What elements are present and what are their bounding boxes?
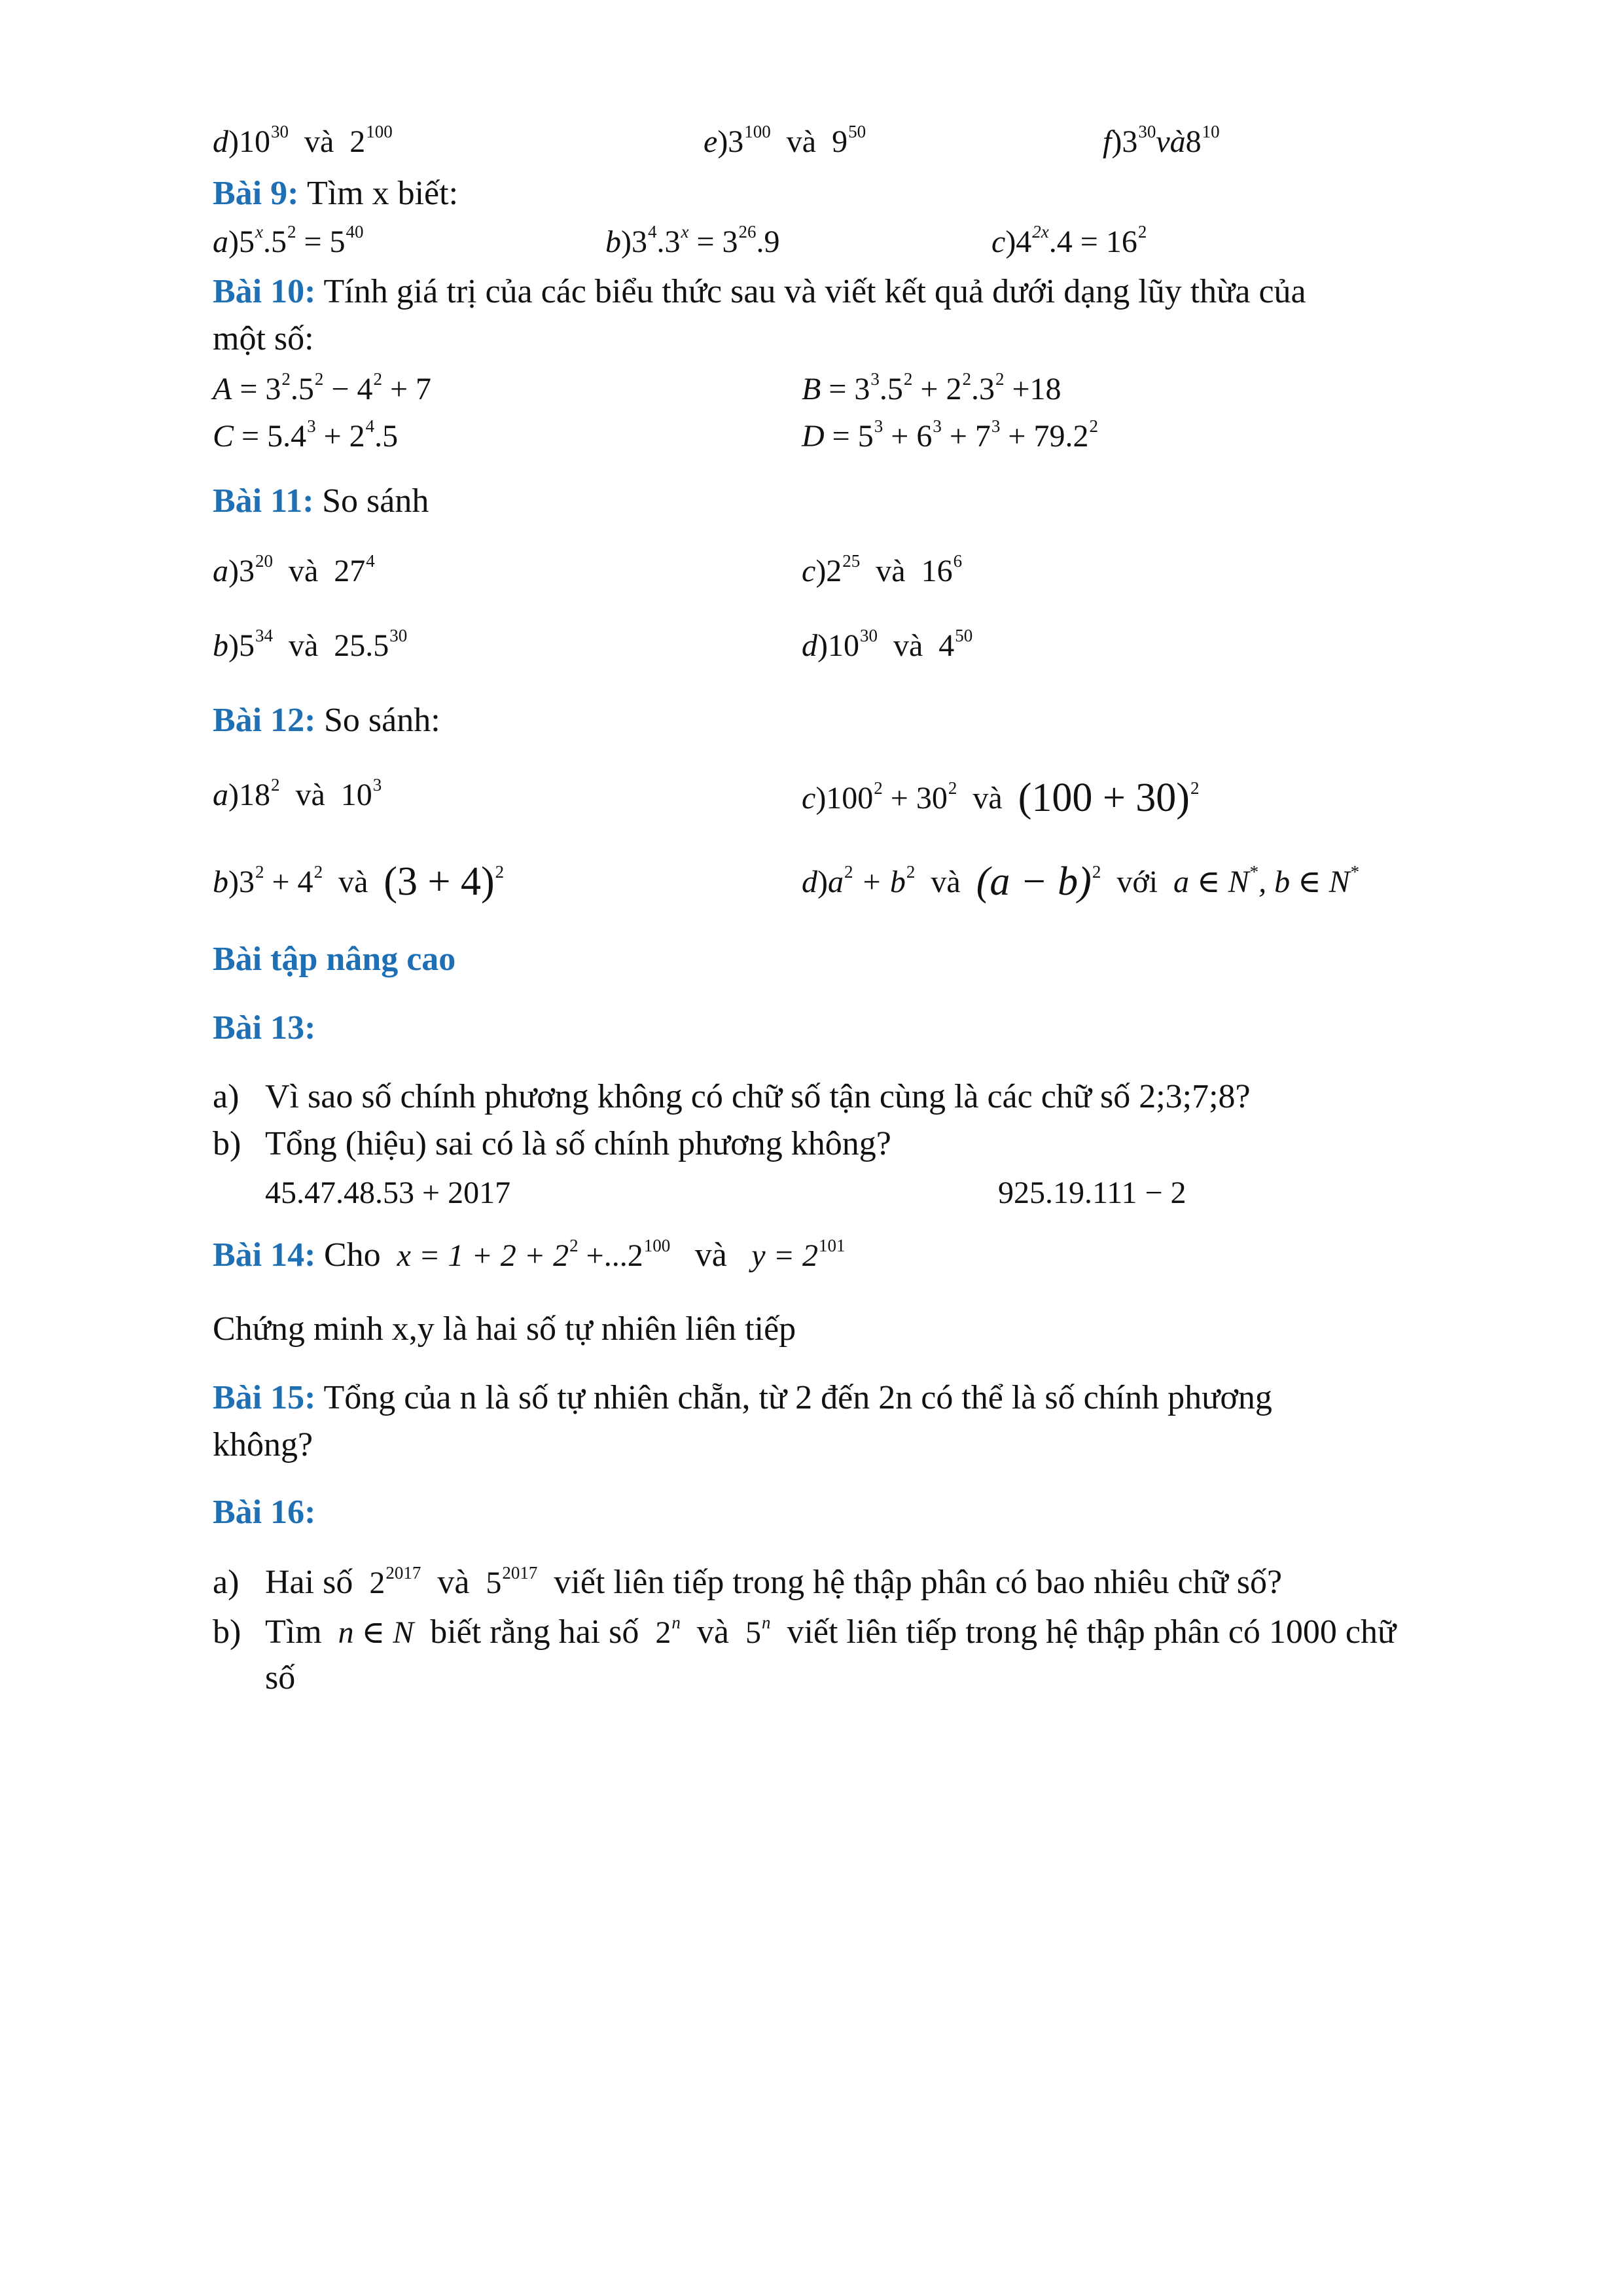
expr-B: $B = 3^3.5^2 + 2^2.3^2 +18$ bbox=[802, 369, 1061, 406]
bai12-heading bbox=[213, 697, 1492, 743]
bai13-title: Bài 13: bbox=[213, 1009, 316, 1047]
nang-cao-title: Bài tập nâng cao bbox=[213, 941, 456, 978]
bai12-d: $d)a^2 + b^2$ và $(a - b)^2$ với a ∈ N*, b ∈ N* bbox=[802, 859, 1360, 904]
bai16-title: Bài 16: bbox=[213, 1494, 316, 1531]
bai16-b: b) Tìm n ∈ N biết rằng hai số 2$^n$ và 5$^n$ viết liên tiếp trong hệ thập phân có 1000 chữ bbox=[213, 1609, 1492, 1655]
bai16-heading bbox=[213, 1489, 1492, 1535]
bai11-b: $b)5^{34}$ và 25.5$^{30}$ bbox=[213, 626, 408, 663]
item-d: $d)10^{30}$ và $2^{100}$ bbox=[213, 122, 393, 159]
bai13-a-marker: a) bbox=[213, 1078, 240, 1115]
bai15-text-line2: không? bbox=[213, 1426, 313, 1463]
bai9-b: $b)3^4.3^x = 3^{26}.9$ bbox=[605, 222, 780, 259]
bai11-d: $d)10^{30}$ và $4^{50}$ bbox=[802, 626, 973, 663]
bai10-row1 bbox=[213, 367, 1492, 412]
bai15-heading bbox=[213, 1374, 1495, 1469]
bai14-title: Bài 14: bbox=[213, 1236, 316, 1274]
bai14-heading bbox=[213, 1232, 1492, 1278]
expr-A: $A = 3^2.5^2 - 4^2 + 7$ bbox=[213, 369, 432, 406]
bai9-c: $c)4^{2x}.4 = 16^2$ bbox=[991, 222, 1147, 259]
bai15-text-line1: Tổng của n là số tự nhiên chẵn, từ 2 đến 2n có thể là số chính phương bbox=[323, 1379, 1272, 1416]
bai14-y: $y = 2^{101}$ bbox=[751, 1236, 846, 1273]
bai13-expr1: 45.47.48.53 + 2017 bbox=[265, 1175, 511, 1210]
item-e: $e)3^{100}$ và $9^{50}$ bbox=[704, 122, 866, 159]
bai9-items bbox=[213, 219, 1492, 265]
bai12-row2 bbox=[213, 856, 1492, 902]
bai11-c: $c)2^{25}$ và $16^6$ bbox=[802, 551, 963, 588]
bai9-a: $a)5^x.5^2 = 5^{40}$ bbox=[213, 222, 364, 259]
bai10-heading bbox=[213, 268, 1495, 363]
bai11-title: Bài 11: bbox=[213, 482, 314, 520]
bai14-text bbox=[213, 1306, 1492, 1352]
bai11-row2 bbox=[213, 623, 1492, 669]
bai13-b-text: Tổng (hiệu) sai có là số chính phương không? bbox=[265, 1125, 891, 1162]
bai11-a: $a)3^{20}$ và $27^4$ bbox=[213, 551, 375, 588]
bai16-a-marker: a) bbox=[213, 1564, 240, 1601]
bai13-heading bbox=[213, 1005, 1492, 1050]
bai10-text-line1: Tính giá trị của các biểu thức sau và viết kết quả dưới dạng lũy thừa của bbox=[323, 273, 1306, 310]
bai11-heading bbox=[213, 478, 1492, 524]
item-f: $f)3^{30}và8^{10}$ bbox=[1103, 122, 1220, 159]
bai13-b bbox=[213, 1121, 1492, 1166]
bai13-a-text: Vì sao số chính phương không có chữ số tận cùng là các chữ số 2;3;7;8? bbox=[265, 1078, 1251, 1115]
expr-D: $D = 5^3 + 6^3 + 7^3 + 79.2^2$ bbox=[802, 416, 1098, 454]
bai9-heading bbox=[213, 170, 1492, 216]
bai16-b-marker: b) bbox=[213, 1613, 241, 1651]
bai15-title: Bài 15: bbox=[213, 1379, 316, 1416]
bai13-exprs bbox=[213, 1170, 1492, 1216]
bai14-text-body: Chứng minh x,y là hai số tự nhiên liên tiếp bbox=[213, 1310, 796, 1348]
bai10-text-line2: một số: bbox=[213, 320, 314, 357]
bai12-title: Bài 12: bbox=[213, 702, 316, 739]
bai13-b-marker: b) bbox=[213, 1125, 241, 1162]
row-def bbox=[213, 119, 1492, 165]
bai12-text: So sánh: bbox=[323, 702, 440, 739]
bai9-title: Bài 9: bbox=[213, 175, 299, 212]
bai10-row2 bbox=[213, 414, 1492, 459]
bai11-row1 bbox=[213, 548, 1492, 594]
bai12-row1 bbox=[213, 772, 1492, 818]
bai16-b-line2 bbox=[213, 1655, 1492, 1700]
bai16-a: a) Hai số $2^{2017}$ và $5^{2017}$ viết liên tiếp trong hệ thập phân có bao nhiêu chữ số? bbox=[213, 1559, 1492, 1605]
bai14-and: và bbox=[694, 1236, 727, 1274]
bai13-a bbox=[213, 1073, 1492, 1119]
bai12-c: $c)100^2 + 30^2$ và $(100 + 30)^2$ bbox=[802, 776, 1200, 820]
nang-cao-heading bbox=[213, 936, 1492, 982]
bai11-text: So sánh bbox=[322, 482, 429, 520]
expr-C: $C = 5.4^3 + 2^4.5$ bbox=[213, 416, 399, 454]
bai12-a: $a)18^2$ và $10^3$ bbox=[213, 775, 382, 812]
bai10-title: Bài 10: bbox=[213, 273, 316, 310]
bai14-x: $x = 1 + 2 + 2^2 +...2^{100}$ bbox=[397, 1236, 671, 1273]
bai16-b-line2-text: số bbox=[265, 1659, 296, 1696]
bai9-text: Tìm x biết: bbox=[306, 175, 459, 212]
bai12-b: $b)3^2 + 4^2$ và $(3 + 4)^2$ bbox=[213, 859, 505, 904]
bai13-expr2: 925.19.111 − 2 bbox=[998, 1175, 1186, 1210]
bai14-cho: Cho bbox=[323, 1236, 381, 1274]
